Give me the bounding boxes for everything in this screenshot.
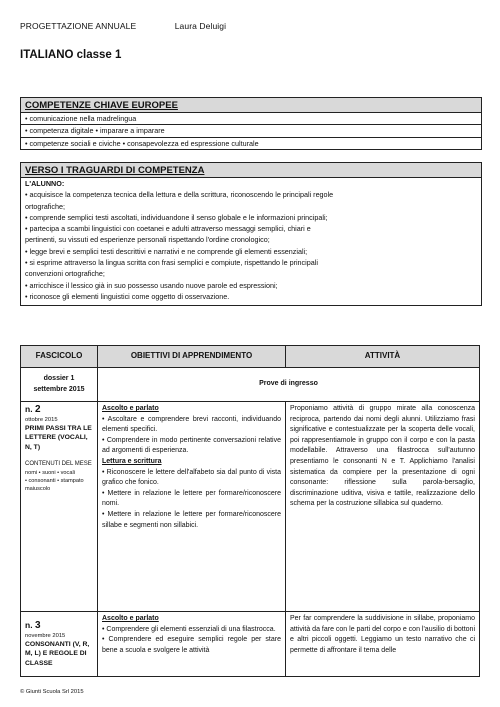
- contenuti-item: • consonanti • stampato maiuscolo: [25, 477, 84, 492]
- page-title: ITALIANO classe 1: [20, 49, 122, 61]
- author-name: Laura Deluigi: [174, 21, 227, 31]
- fascicoli-table: [20, 345, 480, 677]
- lettura-heading: Lettura e scrittura: [102, 457, 162, 465]
- traguardo-line: • comprende semplici testi ascoltati, individuandone il senso globale e le informazioni principali;: [25, 212, 328, 222]
- obiettivi-cell: [98, 402, 286, 612]
- traguardo-line: • partecipa a scambi linguistici con coetanei e adulti attraverso messaggi semplici, chiari e: [25, 224, 311, 234]
- table-row: [21, 612, 480, 677]
- traguardo-line: • arricchisce il lessico già in suo possesso usando nuove parole ed espressioni;: [25, 280, 278, 290]
- attivita-cell: Per far comprendere la suddivisione in sillabe, proponiamo attività da fare con le parti del corpo e con l'ausilio di bottoni e altri piccoli oggetti. Leggiamo un testo narrativo che ci permette di affrontare il tema delle: [286, 612, 480, 677]
- objective-item: • Ascoltare e comprendere brevi racconti, individuando elementi specifici.: [102, 415, 281, 434]
- ascolto-heading: Ascolto e parlato: [102, 615, 159, 622]
- traguardo-line: • legge brevi e semplici testi descrittivi e narrativi e ne comprende gli elementi essenziali;: [25, 246, 308, 256]
- objective-item: • Comprendere gli elementi essenziali di una filastrocca.: [102, 625, 276, 633]
- issue-prefix: n.: [25, 404, 33, 414]
- traguardi-heading: VERSO I TRAGUARDI DI COMPETENZA: [21, 163, 481, 178]
- program-label: PROGETTAZIONE ANNUALE: [20, 21, 137, 31]
- obiettivi-cell: [98, 612, 286, 677]
- copyright-footer: © Giunti Scuola Srl 2015: [20, 689, 84, 695]
- issue-title: CONSONANTI (V, R, M, L) E REGOLE DI CLASSE: [25, 640, 90, 667]
- table-row: [21, 402, 480, 612]
- page-header: [20, 21, 226, 31]
- prove-ingresso-cell: Prove di ingresso: [98, 368, 480, 402]
- traguardi-subheading: L'ALUNNO:: [25, 179, 65, 188]
- traguardo-line: convenzioni ortografiche;: [25, 269, 105, 279]
- fascicolo-cell: [21, 612, 98, 677]
- competenze-box: [20, 97, 482, 150]
- objective-item: • Comprendere in modo pertinente conversazioni relative ad argomenti di esperienza.: [102, 436, 281, 455]
- dossier-date: settembre 2015: [33, 385, 85, 393]
- issue-prefix: n.: [25, 620, 33, 630]
- issue-date: novembre 2015: [25, 632, 66, 639]
- col-header-fascicolo: FASCICOLO: [21, 346, 98, 368]
- objective-item: • Riconoscere le lettere dell'alfabeto sia dal punto di vista grafico che fonico.: [102, 468, 281, 487]
- objective-item: • Comprendere ed eseguire semplici regole per stare bene a scuola e svolgere le attività: [102, 636, 281, 654]
- traguardi-box: [20, 162, 482, 306]
- competenze-heading: COMPETENZE CHIAVE EUROPEE: [21, 98, 481, 113]
- traguardo-line: • si esprime attraverso la lingua scritta con frasi semplici e compiute, rispettando le principali: [25, 258, 318, 268]
- competenza-item: • comunicazione nella madrelingua: [21, 113, 481, 125]
- contenuti-label: CONTENUTI DEL MESE: [25, 461, 92, 468]
- ascolto-heading: Ascolto e parlato: [102, 405, 159, 412]
- dossier-label: dossier 1: [43, 374, 75, 382]
- table-header-row: [21, 346, 480, 368]
- table-row: [21, 368, 480, 402]
- traguardo-line: • riconosce gli elementi linguistici come oggetto di osservazione.: [25, 291, 230, 301]
- issue-number: 2: [34, 404, 41, 415]
- fascicolo-cell: [21, 402, 98, 612]
- competenza-item: • competenza digitale • imparare a imparare: [21, 125, 481, 137]
- objective-item: • Mettere in relazione le lettere per formare/riconoscere nomi.: [102, 489, 281, 508]
- issue-number: 3: [34, 620, 41, 631]
- contenuti-item: nomi • suoni • vocali: [25, 469, 75, 476]
- traguardo-line: pertinenti, su vissuti ed esperienze personali rispettando l'ordine cronologico;: [25, 235, 270, 245]
- competenza-item: • competenze sociali e civiche • consapevolezza ed espressione culturale: [25, 138, 259, 148]
- objective-item: • Mettere in relazione le lettere per formare/riconoscere sillabe e segmenti non sillabici.: [102, 510, 281, 529]
- dossier-cell: [21, 368, 98, 402]
- traguardo-line: • acquisisce la competenza tecnica della lettura e della scrittura, riconoscendo le principali regole: [25, 190, 334, 200]
- attivita-cell: Proponiamo attività di gruppo mirate alla conoscenza reciproca, partendo dai nomi degli alunni. Utilizziamo frasi significative e contestualizzate per la scoperta delle vocali, poi rappresentiamole in gruppo con il corpo e con la pasta modellabile. Attraverso una filastrocca sull'autunno presentiamo le consonanti N e T. Applichiamo l'analisi sistematica da compiere per la presentazione di ogni consonante: riflessione sulla parola-bersaglio, discriminazione uditiva, visiva e tattile, realizzazione dello schema per la costruzione sillabica sul quaderno.: [286, 402, 480, 612]
- col-header-attivita: ATTIVITÀ: [286, 346, 480, 368]
- issue-title: PRIMI PASSI TRA LE LETTERE (VOCALI, N, T): [25, 424, 92, 451]
- issue-date: ottobre 2015: [25, 416, 58, 423]
- col-header-obiettivi: OBIETTIVI DI APPRENDIMENTO: [98, 346, 286, 368]
- traguardo-line: ortografiche;: [25, 201, 65, 211]
